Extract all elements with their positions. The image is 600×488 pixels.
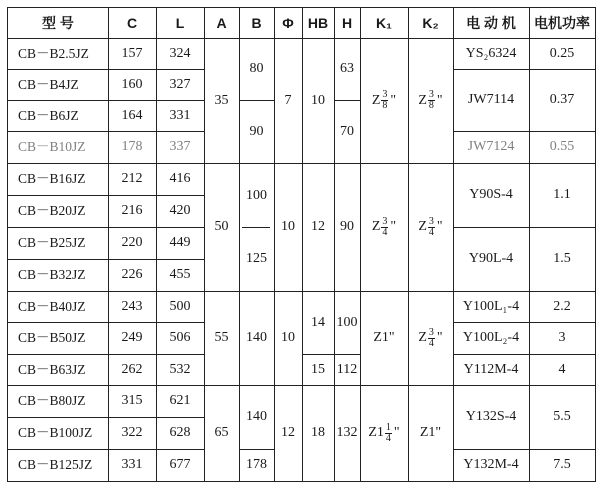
col-line-11 <box>529 7 530 482</box>
motor-line-4 <box>453 227 596 228</box>
col-line-10 <box>453 7 454 482</box>
row-line-1 <box>7 69 205 70</box>
row-8-model: CB－B32JZ <box>18 267 86 283</box>
g1-h-split <box>334 100 361 101</box>
row-line-7 <box>7 259 205 260</box>
group1-h-top: 63 <box>340 61 354 76</box>
row-5-l: 416 <box>169 171 191 186</box>
col-line-7 <box>334 7 335 482</box>
group1-k1-den: 8 <box>382 100 388 111</box>
motor-line-2 <box>453 131 596 132</box>
header-c: C <box>126 15 138 31</box>
motor-line-7 <box>453 354 596 355</box>
group4-hb: 18 <box>311 425 325 440</box>
group2-k1-mark: " <box>390 219 397 234</box>
row-line-3 <box>7 131 205 132</box>
motor-5: Y90L-4 <box>468 251 514 266</box>
row-2-c: 160 <box>121 76 143 92</box>
power-9: 5.5 <box>553 409 571 424</box>
row-13-model: CB－B100JZ <box>18 425 93 441</box>
group3-k2-num: 3 <box>428 326 434 338</box>
group1-a: 35 <box>214 92 229 108</box>
power-5: 1.5 <box>553 251 571 266</box>
row-8-l: 455 <box>169 267 191 282</box>
row-line-6 <box>7 227 205 228</box>
motor-line-6 <box>453 322 596 323</box>
row-14-l: 677 <box>169 457 191 472</box>
motor-line-9 <box>453 449 596 450</box>
col-line-2 <box>156 7 157 482</box>
motor-10: Y132M-4 <box>463 457 519 472</box>
group3-hb-bottom: 15 <box>311 361 325 377</box>
g1-b-split <box>239 100 275 101</box>
header-b: B <box>251 15 262 31</box>
group1-k1-mark: " <box>390 92 397 108</box>
group2-k2 <box>408 163 453 291</box>
power-1: 0.25 <box>549 45 575 61</box>
group2-k2-num: 3 <box>428 215 434 227</box>
group4-h: 132 <box>336 425 358 440</box>
row-11-l: 532 <box>169 361 191 377</box>
group4-k1-base: Z1 <box>368 425 384 440</box>
row-1-l: 324 <box>169 45 191 61</box>
frame-right <box>595 7 596 482</box>
group3-h-top: 100 <box>336 314 358 330</box>
motor-3: JW7124 <box>467 139 515 154</box>
group4-k2: Z1" <box>419 425 442 440</box>
group3-k1: Z1" <box>373 330 395 345</box>
group-line-2 <box>204 291 454 292</box>
group-line-1 <box>204 163 454 164</box>
row-line-13 <box>7 449 205 450</box>
motor-line-5 <box>453 291 596 292</box>
motor-line-1 <box>453 69 596 70</box>
row-14-model: CB－B125JZ <box>18 457 93 473</box>
header-h: H <box>341 15 353 31</box>
group2-b-top: 100 <box>246 188 267 203</box>
motor-line-8 <box>453 385 596 386</box>
group1-k1-num: 3 <box>382 89 388 100</box>
g3-hb-split <box>302 354 361 355</box>
g4-b-split <box>239 449 275 450</box>
row-7-model: CB－B25JZ <box>18 235 86 251</box>
group3-k2 <box>408 291 453 385</box>
row-14-c: 331 <box>121 457 143 472</box>
col-line-6 <box>302 7 303 482</box>
group3-a: 55 <box>214 330 229 345</box>
motor-8: Y112M-4 <box>463 361 519 377</box>
frame-left <box>7 7 8 482</box>
group4-k1-mark: " <box>393 425 400 440</box>
group3-k2-den: 4 <box>428 337 434 349</box>
row-10-l: 506 <box>169 330 191 345</box>
row-4-l: 337 <box>169 139 191 154</box>
header-phi: Φ <box>282 15 294 31</box>
motor-1: YS₂6324 <box>465 45 517 61</box>
group2-k2-mark: " <box>436 219 443 234</box>
group3-hb-top: 14 <box>311 314 325 330</box>
header-power: 电机功率 <box>534 15 590 31</box>
header-model: 型 号 <box>42 15 74 31</box>
col-line-4 <box>239 7 240 482</box>
motor-line-3 <box>453 163 596 164</box>
row-13-l: 628 <box>169 425 191 440</box>
row-5-c: 212 <box>121 171 143 186</box>
group1-b-bottom: 90 <box>249 123 264 139</box>
group4-k1 <box>360 385 408 481</box>
row-line-9 <box>7 322 205 323</box>
col-line-3 <box>204 7 205 482</box>
group2-h: 90 <box>340 219 354 234</box>
group2-phi: 10 <box>281 219 295 234</box>
row-line-5 <box>7 195 205 196</box>
row-1-c: 157 <box>121 45 143 61</box>
row-11-model: CB－B63JZ <box>18 361 86 377</box>
group2-k1-den: 4 <box>382 226 388 238</box>
row-3-model: CB－B6JZ <box>18 107 79 123</box>
group3-h-bottom: 112 <box>336 361 358 377</box>
row-9-l: 500 <box>169 298 191 314</box>
group1-k2-den: 8 <box>428 100 434 111</box>
row-6-model: CB－B20JZ <box>18 203 86 219</box>
group1-k2-mark: " <box>436 92 443 108</box>
group3-k2-base: Z <box>418 330 427 345</box>
header-k1: K₁ <box>376 15 392 31</box>
row-line-8 <box>7 291 205 292</box>
group2-k1-num: 3 <box>382 215 388 227</box>
row-10-model: CB－B50JZ <box>18 330 86 346</box>
group4-k1-den: 4 <box>385 432 391 444</box>
row-line-11 <box>7 385 205 386</box>
row-line-4 <box>7 163 205 164</box>
header-motor: 电 动 机 <box>466 15 516 31</box>
power-2: 0.37 <box>549 92 575 107</box>
group1-k2-base: Z <box>418 92 427 108</box>
row-5-model: CB－B16JZ <box>18 171 86 187</box>
power-3: 0.55 <box>549 139 575 154</box>
group1-b-top: 80 <box>249 61 264 76</box>
row-4-model: CB－B10JZ <box>18 139 86 155</box>
group3-phi: 10 <box>281 330 295 345</box>
col-line-5 <box>274 7 275 482</box>
row-7-l: 449 <box>169 235 191 250</box>
header-hb: HB <box>307 15 329 31</box>
group3-b: 140 <box>246 330 267 345</box>
header-k2: K₂ <box>422 15 439 31</box>
col-line-9 <box>408 7 409 482</box>
group-line-3 <box>204 385 454 386</box>
row-line-12 <box>7 417 205 418</box>
row-2-model: CB－B4JZ <box>18 76 79 92</box>
header-a: A <box>216 15 227 31</box>
group2-k1-base: Z <box>371 219 381 234</box>
group1-h-bottom: 70 <box>340 123 354 139</box>
group1-k1-base: Z <box>371 92 381 108</box>
group2-hb: 12 <box>311 219 325 234</box>
row-12-c: 315 <box>121 393 143 408</box>
group2-k2-base: Z <box>418 219 427 234</box>
header-l: L <box>175 15 185 31</box>
group1-k2-num: 3 <box>428 89 434 100</box>
group1-k1 <box>360 38 408 163</box>
group4-b-top: 140 <box>246 409 267 424</box>
col-line-1 <box>108 7 109 482</box>
group2-b-divider <box>242 227 270 228</box>
row-9-c: 243 <box>121 298 143 314</box>
group4-b-bottom: 178 <box>246 457 267 472</box>
row-3-c: 164 <box>121 107 143 123</box>
row-12-model: CB－B80JZ <box>18 393 86 409</box>
group1-phi: 7 <box>284 92 292 108</box>
row-8-c: 226 <box>121 267 143 282</box>
group1-k2 <box>408 38 453 163</box>
power-4: 1.1 <box>553 187 571 202</box>
power-6: 2.2 <box>553 298 571 314</box>
motor-6: Y100L₁-4 <box>462 298 520 314</box>
row-3-l: 331 <box>169 107 191 123</box>
group1-hb: 10 <box>311 92 325 108</box>
power-10: 7.5 <box>553 457 571 472</box>
group4-a: 65 <box>214 425 229 440</box>
group2-b-bottom: 125 <box>246 251 267 266</box>
row-9-model: CB－B40JZ <box>18 298 86 314</box>
row-line-10 <box>7 354 205 355</box>
motor-2: JW7114 <box>467 92 515 107</box>
group4-k1-num: 1 <box>385 421 391 433</box>
group4-phi: 12 <box>281 425 295 440</box>
row-2-l: 327 <box>169 76 191 92</box>
row-11-c: 262 <box>121 361 143 377</box>
row-4-c: 178 <box>121 139 143 154</box>
motor-9: Y132S-4 <box>465 409 517 424</box>
row-6-c: 216 <box>121 203 143 218</box>
group2-k2-den: 4 <box>428 226 434 238</box>
motor-4: Y90S-4 <box>469 187 513 202</box>
group3-k2-mark: " <box>436 330 443 345</box>
row-line-2 <box>7 100 205 101</box>
group2-a: 50 <box>214 219 229 234</box>
motor-7: Y100L₂-4 <box>462 330 520 345</box>
group2-k1 <box>360 163 408 291</box>
row-7-c: 220 <box>121 235 143 250</box>
row-1-model: CB－B2.5JZ <box>18 45 89 61</box>
row-10-c: 249 <box>121 330 143 345</box>
power-8: 4 <box>558 361 566 377</box>
col-line-8 <box>360 7 361 482</box>
row-12-l: 621 <box>169 393 191 408</box>
row-6-l: 420 <box>169 203 191 218</box>
power-7: 3 <box>558 330 566 345</box>
row-13-c: 322 <box>121 425 143 440</box>
